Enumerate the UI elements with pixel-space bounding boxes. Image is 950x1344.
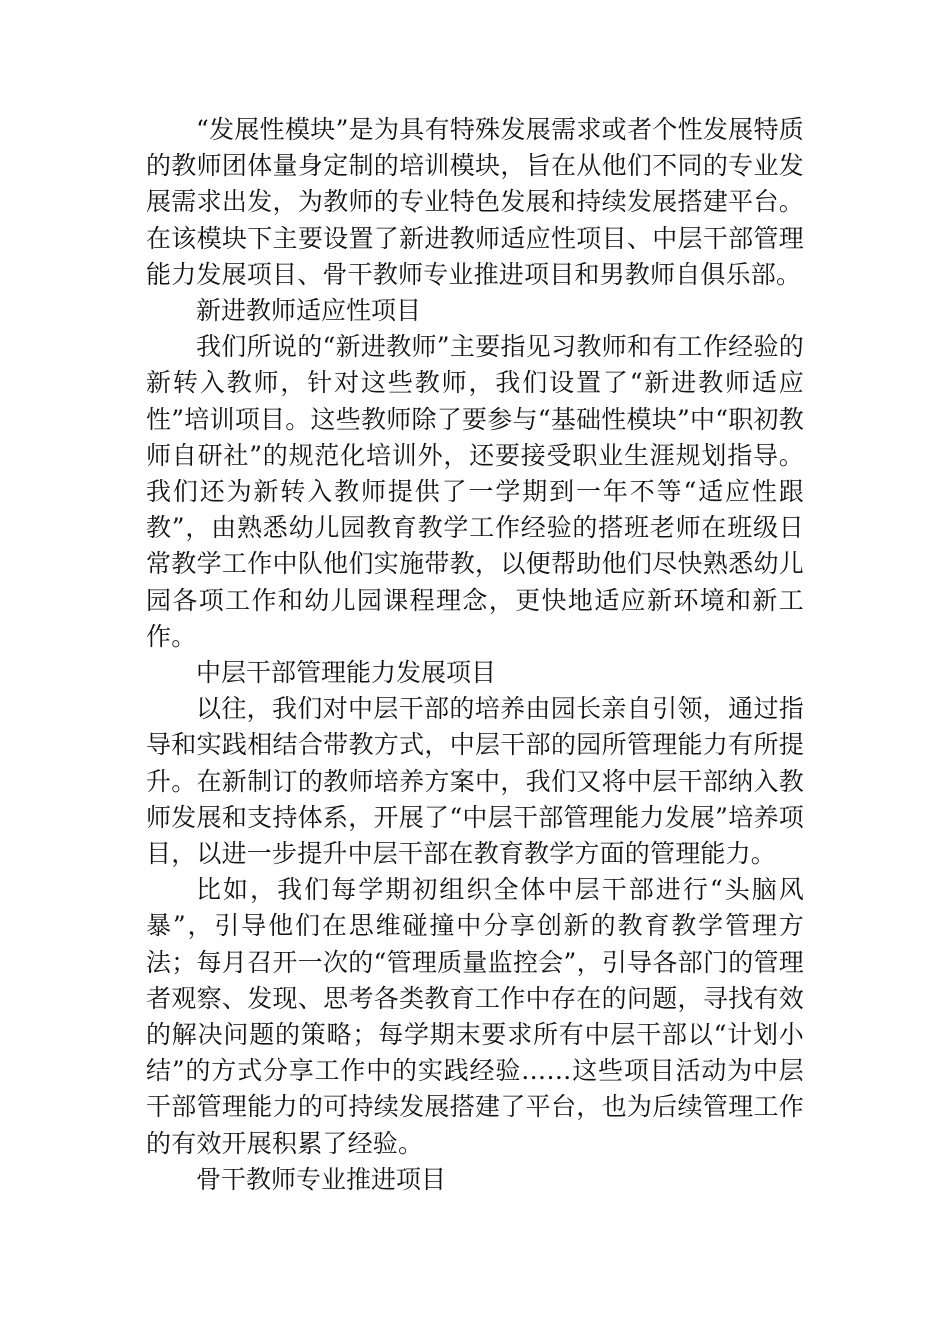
- section-heading-key-teachers: 骨干教师专业推进项目: [196, 1164, 447, 1194]
- paragraph-middle-managers-intro: 以往，我们对中层干部的培养由园长亲自引领，通过指导和实践相结合带教方式，中层干部的园所管理能力有所提升。在新制订的教师培养方案中，我们又将中层干部纳入教师发展和支持体系，开展了“中层干部管理能力发展”培养项目，以进一步提升中层干部在教育教学方面的管理能力。: [146, 694, 804, 869]
- paragraph-middle-managers-examples: 比如，我们每学期初组织全体中层干部进行“头脑风暴”，引导他们在思维碰撞中分享创新的教育教学管理方法；每月召开一次的“管理质量监控会”，引导各部门的管理者观察、发现、思考各类教育工作中存在的问题，寻找有效的解决问题的策略；每学期末要求所有中层干部以“计划小结”的方式分享工作中的实践经验……这些项目活动为中层干部管理能力的可持续发展搭建了平台，也为后续管理工作的有效开展积累了经验。: [146, 875, 804, 1158]
- paragraph-new-teachers: 我们所说的“新进教师”主要指见习教师和有工作经验的新转入教师，针对这些教师，我们设置了“新进教师适应性”培训项目。这些教师除了要参与“基础性模块”中“职初教师自研社”的规范化培训外，还要接受职业生涯规划指导。我们还为新转入教师提供了一学期到一年不等“适应性跟教”，由熟悉幼儿园教育教学工作经验的搭班老师在班级日常教学工作中队他们实施带教，以便帮助他们尽快熟悉幼儿园各项工作和幼儿园课程理念，更快地适应新环境和新工作。: [146, 332, 804, 651]
- paragraph-development-module: “发展性模块”是为具有特殊发展需求或者个性发展特质的教师团体量身定制的培训模块，旨在从他们不同的专业发展需求出发，为教师的专业特色发展和持续发展搭建平台。在该模块下主要设置了新进教师适应性项目、中层干部管理能力发展项目、骨干教师专业推进项目和男教师自俱乐部。: [146, 115, 804, 289]
- section-heading-middle-managers: 中层干部管理能力发展项目: [196, 658, 497, 688]
- section-heading-new-teachers: 新进教师适应性项目: [196, 296, 422, 326]
- document-page: [146, 112, 804, 1198]
